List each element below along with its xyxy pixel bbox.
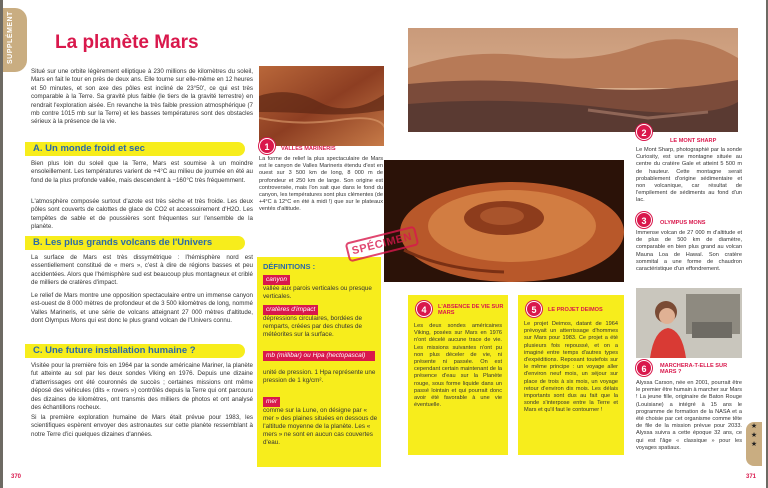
definitions-box bbox=[257, 257, 381, 467]
caption-6-text: Alyssa Carson, née en 2001, pourrait être le premier être humain à marcher sur Mars ! La jeune fille, originaire de Baton Rouge (Louisiane) a intégré à 15 ans le programme de formation de la NASA et a été choisie par cet organisme comme tête de file de la mission prévue pour 2033. Alyssa suivra a cette époque 32 ans, ce qui est l'âge « classique » pour les voyages spatiaux. bbox=[636, 380, 743, 451]
intro-text: Situé sur une orbite légèrement elliptique à 230 millions de kilomètres du soleil, Mars en fait le tour en près de deux ans. Elle tourne sur elle-même en 12 heures et 50 minutes, et son axe des pôles est incliné de 23°50', ce qui est très comparable à la Terre. Sa gravité plus faible (le tiers de la gravité terrestre) en rendrait l'exploration aisée. En revanche la très faible pression atmosphérique (7 mb contre 1015 mb sur la Terre) et les basses températures sont des obstacles sérieux à la présence de la vie. bbox=[31, 68, 253, 126]
section-c-p2: Si la première exploration humaine de Mars était prévue pour 1983, les scientifiques espèrent envoyer des astronautes sur cette planète ressemblant à notre Terre d'ici quelques dizaines d'années. bbox=[31, 414, 253, 438]
caption-5-text: Le projet Deimos, datant de 1964 prévoyait un atterrissage d'hommes sur Mars pour 1983. Ce projet a été plusieurs fois repoussé, et on a imaginé entre temps d'autres types d'expéditions. Reposant toutefois sur le même principe : un voyage aller d'environ neuf mois, un séjour sur place de trois à six mois, un voyage retour d'environ dix mois. Les délais importants sont dus au fait que la sonde s'interpose entre la Terre et Mars et qu'il faut le contourner ! bbox=[524, 321, 618, 414]
section-b-p1: La surface de Mars est très dissymétrique : l'hémisphère nord est essentiellement constitué de « mers », c'est à dire de régions basses et peu accidentées. Alors que l'hémisphère sud est beaucoup plus montagneux et criblé de milliers de cratères d'impact. bbox=[31, 254, 253, 287]
section-a-p1: Bien plus loin du soleil que la Terre, Mars est soumise à un moindre ensoleillement. Les températures varient de +4°C au milieu de journée en été au fond de la plus profonde vallée, mais descendent à −160°C très fréquemment. bbox=[31, 160, 253, 184]
caption-1-title: VALLES MARINERIS bbox=[281, 146, 336, 152]
caption-6-title: MARCHERA-T-ELLE SUR MARS ? bbox=[660, 363, 728, 375]
caption-2-title: LE MONT SHARP bbox=[670, 138, 717, 144]
right-page bbox=[384, 0, 766, 488]
star-icon: ★ bbox=[750, 441, 758, 448]
def-text-mer: comme sur la Lune, on désigne par « mer » des plaines situées en dessous de l'altitude moyenne de la planète. Les « mers » ne sont en aucun cas couvertes d'eau. bbox=[263, 407, 378, 446]
olympus-mons-photo bbox=[384, 160, 624, 282]
caption-5-title: LE PROJET DEIMOS bbox=[548, 307, 603, 313]
page-number-left: 370 bbox=[11, 474, 22, 480]
def-term-mer: mer bbox=[263, 397, 280, 407]
caption-1-text: La forme de relief la plus spectaculaire de Mars est le canyon de Valles Marineris étendu d'est en ouest sur 3 500 km de long, 8 000 m de profondeur et 250 km de large. Son origine est controversée, mais l'on sait que dans le fond du canyon, les températures sont plus clémentes (de +4°C à 12°C en été à midi !) que sur le plateaux ventés d'altitude. bbox=[259, 156, 383, 213]
specimen-stamp: SPÉCIMEN bbox=[345, 226, 420, 263]
page-number-right: 371 bbox=[745, 474, 756, 480]
section-b-heading: B. Les plus grands volcans de l'Univers bbox=[25, 236, 245, 250]
caption-6-number: 6 bbox=[636, 360, 652, 376]
supplement-label: SUPPLÉMENT bbox=[7, 11, 14, 64]
caption-1-number: 1 bbox=[259, 138, 275, 154]
caption-3-number: 3 bbox=[636, 212, 652, 228]
star-icon: ★ bbox=[750, 432, 758, 439]
caption-3-title: OLYMPUS MONS bbox=[660, 220, 706, 226]
section-c-heading: C. Une future installation humaine ? bbox=[25, 344, 245, 358]
def-text-canyon: vallée aux parois verticales ou presque verticales. bbox=[263, 285, 372, 300]
alyssa-carson-photo bbox=[636, 288, 742, 358]
section-a-heading: A. Un monde froid et sec bbox=[25, 142, 245, 156]
caption-4-number: 4 bbox=[416, 301, 432, 317]
section-b-p2: Le relief de Mars montre une opposition spectaculaire entre un immense canyon est-ouest de 8 000 mètres de profondeur et de 3 500 kilomètres de long, nommé Valles Marineris, et une série de volcans atteignant 27 000 mètres d'altitude, dont Olympus Mons qui est donc le plus grand volcan de l'Univers connu. bbox=[31, 292, 253, 325]
caption-3-text: Immense volcan de 27 000 m d'altitude et de plus de 500 km de diamètre, comparable en bien plus grand au volcan Mauna Loa de Hawaï. Son cratère sommital a une forme de chaudron caractéristique d'un effondrement. bbox=[636, 230, 742, 273]
caption-5-box bbox=[518, 295, 624, 455]
section-c-p1: Visitée pour la première fois en 1964 par la sonde américaine Mariner, la planète fut atteinte au sol par les deux sondes Viking en 1976. Depuis une dizaine d'atterrissages ont été couronnés de succès ; certaines missions ont même déposé des véhicules (dits « rovers ») contrôlés depuis la Terre qui ont parcouru des dizaines de kilomètres, ont transmis des milliers de photos et ont analysé des échantillons rocheux. bbox=[31, 362, 253, 412]
page-title: La planète Mars bbox=[55, 32, 199, 53]
caption-2-number: 2 bbox=[636, 124, 652, 140]
mount-sharp-photo bbox=[408, 28, 738, 132]
caption-2-text: Le Mont Sharp, photographié par la sonde Curiosity, est une montagne située au centre du cratère Gale et atteint 5 500 m de hauteur. Cette montagne serait probablement d'origine sédimentaire et non volcanique, car résultat de l'empilement de sédiments au fond d'un lac. bbox=[636, 147, 742, 204]
def-term-canyon: canyon bbox=[263, 275, 290, 285]
caption-4-box bbox=[408, 295, 508, 455]
def-text-craters: dépressions circulaires, bordées de remparts, créées par des chutes de météorites sur la surface. bbox=[263, 315, 363, 338]
section-a-p2: L'atmosphère composée surtout d'azote est très sèche et très froide. Les deux pôles sont couverts de calottes de glace de CO2 et accessoirement d'H2O. Les tempêtes de sable et de poussières sont fréquentes sur l'ensemble de la planète. bbox=[31, 198, 253, 231]
def-text-mb: unité de pression. 1 Hpa représente une pression de 1 kg/cm². bbox=[263, 369, 376, 384]
definitions-heading: DÉFINITIONS : bbox=[263, 262, 316, 271]
left-page bbox=[3, 0, 384, 488]
valles-marineris-photo bbox=[259, 66, 384, 146]
caption-5-number: 5 bbox=[526, 301, 542, 317]
def-term-mb: mb (millibar) ou Hpa (hectopascal) bbox=[263, 351, 375, 361]
def-term-craters: cratères d'impact bbox=[263, 305, 318, 315]
star-icon: ★ bbox=[750, 423, 758, 430]
caption-4-title: L'ABSENCE DE VIE SUR MARS bbox=[438, 304, 504, 316]
caption-4-text: Les deux sondes américaines Viking, posées sur Mars en 1976 n'ont décelé aucune trace de vie. Les missions suivantes n'ont pu non plus déceler de vie, ni présente ni passée. On est cependant certain maintenant de la présence d'eau sur la Planète rouge, sous forme liquide dans un passé lointain et qui pourrait donc avoir été favorable à une vie éventuelle. bbox=[414, 323, 502, 409]
difficulty-stars bbox=[746, 422, 762, 466]
supplement-tab bbox=[3, 8, 27, 72]
